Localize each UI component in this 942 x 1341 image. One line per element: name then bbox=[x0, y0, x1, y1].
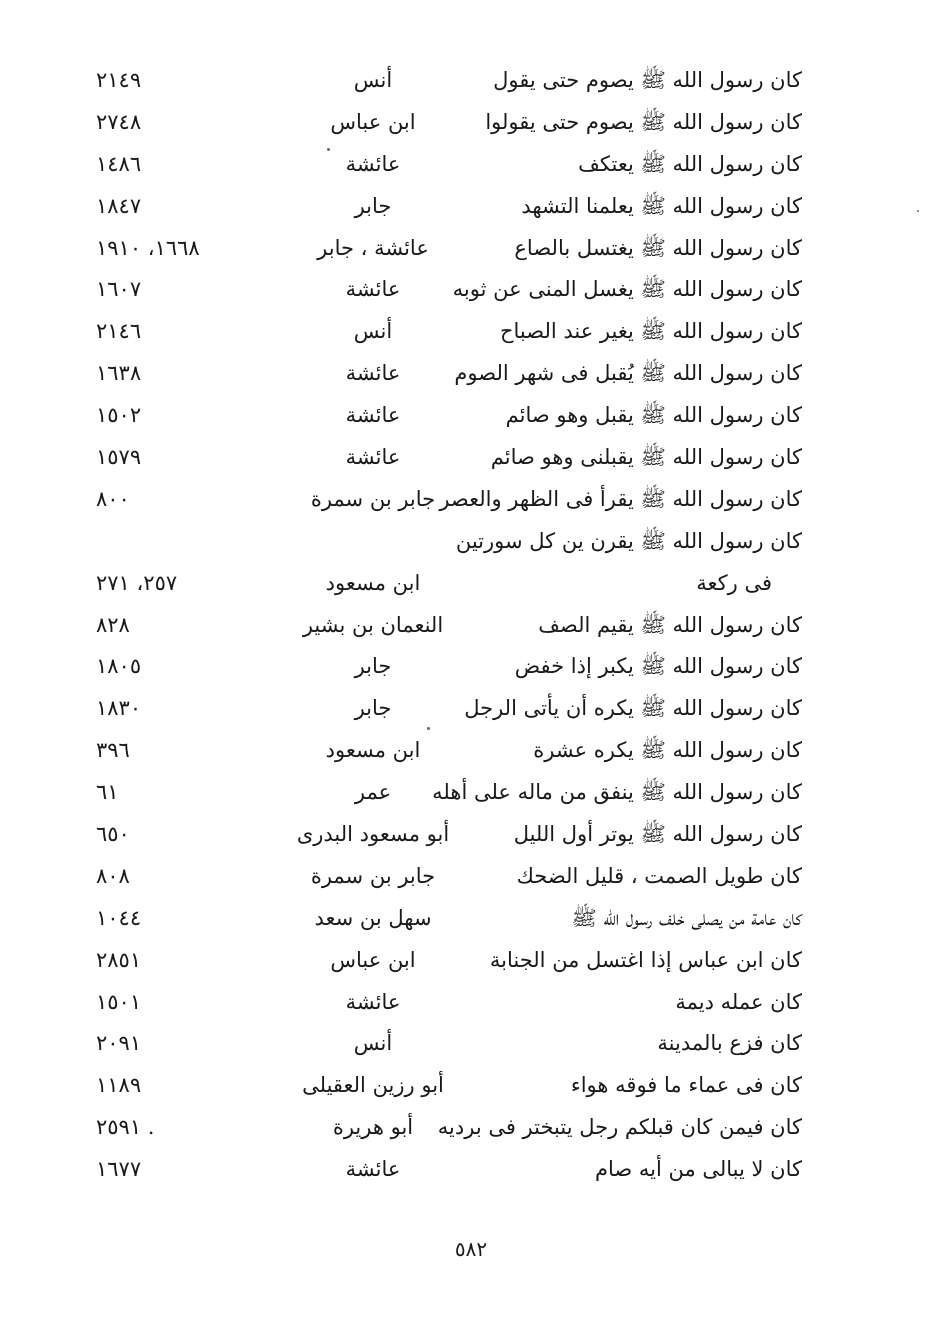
hadith-index-list bbox=[0, 60, 942, 1191]
hadith-phrase: كان رسول الله ﷺ يغير عند الصباح bbox=[499, 319, 802, 344]
index-row bbox=[0, 1023, 942, 1065]
narrator-name: أبو هريرة bbox=[332, 1115, 414, 1140]
reference-number: ١٦٦٨، ١٩١٠ bbox=[96, 235, 200, 260]
index-row bbox=[0, 605, 942, 647]
hadith-phrase: كان ابن عباس إذا اغتسل من الجنابة bbox=[489, 947, 802, 972]
index-row bbox=[0, 102, 942, 144]
narrator-name: ابن مسعود bbox=[325, 738, 421, 763]
index-row bbox=[0, 730, 942, 772]
index-row bbox=[0, 982, 942, 1024]
narrator-name: أبو مسعود البدرى bbox=[296, 822, 450, 847]
narrator-name: عائشة bbox=[345, 361, 401, 386]
print-speck bbox=[917, 210, 919, 212]
index-row bbox=[0, 353, 942, 395]
hadith-phrase: كان رسول الله ﷺ يصوم حتى يقولوا bbox=[485, 109, 802, 134]
hadith-phrase: كان فزع بالمدينة bbox=[657, 1031, 802, 1056]
index-row bbox=[0, 563, 942, 605]
hadith-phrase: كان رسول الله ﷺ يغسل المنى عن ثوبه bbox=[452, 277, 802, 302]
narrator-name: عائشة bbox=[345, 403, 401, 428]
narrator-name: عائشة bbox=[345, 277, 401, 302]
reference-number: ٢٠٩١ bbox=[96, 1031, 142, 1056]
reference-number: ١٨٤٧ bbox=[96, 193, 142, 218]
index-row bbox=[0, 1149, 942, 1191]
index-row bbox=[0, 856, 942, 898]
reference-number: ٢٥٩١ . bbox=[96, 1115, 155, 1140]
reference-number: ٣٩٦ bbox=[96, 738, 130, 763]
narrator-name: عائشة ، جابر bbox=[317, 235, 429, 260]
reference-number: ١١٨٩ bbox=[96, 1073, 142, 1098]
index-row bbox=[0, 60, 942, 102]
narrator-name: ابن مسعود bbox=[325, 570, 421, 595]
hadith-phrase: كان رسول الله ﷺ يقرأ فى الظهر والعصر bbox=[439, 486, 802, 511]
hadith-phrase: كان رسول الله ﷺ يكبر إذا خفض bbox=[514, 654, 802, 679]
hadith-phrase: كان عمله ديمة bbox=[675, 989, 802, 1014]
index-row bbox=[0, 269, 942, 311]
reference-number: ١٠٤٤ bbox=[96, 905, 142, 930]
index-row bbox=[0, 772, 942, 814]
index-row bbox=[0, 688, 942, 730]
reference-number: ١٥٧٩ bbox=[96, 445, 142, 470]
narrator-name: عائشة bbox=[345, 989, 401, 1014]
narrator-name: جابر بن سمرة bbox=[310, 486, 436, 511]
hadith-phrase: كان رسول الله ﷺ يكره أن يأتى الرجل bbox=[464, 696, 802, 721]
hadith-phrase: كان رسول الله ﷺ يقيم الصف bbox=[538, 612, 802, 637]
reference-number: ١٥٠١ bbox=[96, 989, 142, 1014]
reference-number: ٨٠٠ bbox=[96, 486, 130, 511]
narrator-name: أبو رزين العقيلى bbox=[302, 1073, 444, 1098]
hadith-phrase: كان رسول الله ﷺ يوتر أول الليل bbox=[513, 822, 802, 847]
index-row bbox=[0, 479, 942, 521]
hadith-phrase: كان طويل الصمت ، قليل الضحك bbox=[516, 863, 802, 888]
index-row bbox=[0, 395, 942, 437]
index-row bbox=[0, 646, 942, 688]
narrator-name: عائشة bbox=[345, 151, 401, 176]
hadith-phrase: كان رسول الله ﷺ يكره عشرة bbox=[533, 738, 802, 763]
index-row bbox=[0, 228, 942, 270]
hadith-phrase: كان رسول الله ﷺ يقرن ين كل سورتين bbox=[455, 528, 802, 553]
index-row bbox=[0, 521, 942, 563]
hadith-phrase: كان رسول الله ﷺ يغتسل بالصاع bbox=[514, 235, 802, 260]
narrator-name: جابر بن سمرة bbox=[310, 863, 436, 888]
index-row bbox=[0, 898, 942, 940]
reference-number: ٢١٤٦ bbox=[96, 319, 142, 344]
reference-number: ٦٥٠ bbox=[96, 822, 130, 847]
hadith-phrase: كان فيمن كان قبلكم رجل يتبختر فى برديه bbox=[437, 1115, 802, 1140]
reference-number: ١٦٠٧ bbox=[96, 277, 142, 302]
reference-number: ٨٢٨ bbox=[96, 612, 130, 637]
hadith-phrase: كان فى عماء ما فوقه هواء bbox=[570, 1073, 802, 1098]
narrator-name: عائشة bbox=[345, 445, 401, 470]
index-row bbox=[0, 1107, 942, 1149]
narrator-name: عمر bbox=[354, 780, 392, 805]
narrator-name: النعمان بن بشير bbox=[302, 612, 444, 637]
narrator-name: سهل بن سعد bbox=[314, 905, 432, 930]
reference-number: ٢٨٥١ bbox=[96, 947, 142, 972]
reference-number: ٢٧٤٨ bbox=[96, 109, 142, 134]
reference-number: ٨٠٨ bbox=[96, 863, 130, 888]
reference-number: ٦١ bbox=[96, 780, 119, 805]
reference-number: ١٦٣٨ bbox=[96, 361, 142, 386]
reference-number: ١٦٧٧ bbox=[96, 1157, 142, 1182]
index-row bbox=[0, 144, 942, 186]
narrator-name: ابن عباس bbox=[330, 947, 416, 972]
index-row bbox=[0, 1065, 942, 1107]
narrator-name: عائشة bbox=[345, 1157, 401, 1182]
narrator-name: أنس bbox=[353, 319, 393, 344]
reference-number: ١٨٣٠ bbox=[96, 696, 142, 721]
page-number: ٥٨٢ bbox=[454, 1237, 488, 1261]
hadith-phrase: فى ركعة bbox=[696, 570, 772, 595]
narrator-name: جابر bbox=[354, 696, 392, 721]
index-row bbox=[0, 437, 942, 479]
index-row bbox=[0, 940, 942, 982]
reference-number: ١٨٠٥ bbox=[96, 654, 142, 679]
narrator-name: أنس bbox=[353, 1031, 393, 1056]
hadith-phrase: كان رسول الله ﷺ يعلمنا التشهد bbox=[521, 193, 802, 218]
narrator-name: أنس bbox=[353, 68, 393, 92]
hadith-phrase: كان رسول الله ﷺ يصوم حتى يقول bbox=[493, 68, 802, 92]
index-row bbox=[0, 311, 942, 353]
hadith-phrase: كان رسول الله ﷺ يُقبل فى شهر الصوم bbox=[454, 361, 802, 386]
print-speck bbox=[327, 148, 330, 151]
narrator-name: ابن عباس bbox=[330, 109, 416, 134]
narrator-name: جابر bbox=[354, 193, 392, 218]
reference-number: ٢١٤٩ bbox=[96, 68, 142, 92]
hadith-phrase: كان رسول الله ﷺ ينفق من ماله على أهله bbox=[432, 780, 802, 805]
hadith-phrase: كان عامة من يصلى خلف رسول الله ﷺ bbox=[571, 905, 802, 930]
index-row bbox=[0, 814, 942, 856]
hadith-phrase: كان لا يبالى من أيه صام bbox=[594, 1157, 802, 1182]
reference-number: ٢٥٧، ٢٧١ bbox=[96, 570, 178, 595]
hadith-phrase: كان رسول الله ﷺ يقبلنى وهو صائم bbox=[490, 445, 802, 470]
reference-number: ١٥٠٢ bbox=[96, 403, 142, 428]
narrator-name: جابر bbox=[354, 654, 392, 679]
print-speck bbox=[427, 727, 430, 730]
reference-number: ١٤٨٦ bbox=[96, 151, 142, 176]
hadith-phrase: كان رسول الله ﷺ يقبل وهو صائم bbox=[505, 403, 802, 428]
index-row bbox=[0, 186, 942, 228]
hadith-phrase: كان رسول الله ﷺ يعتكف bbox=[578, 151, 802, 176]
